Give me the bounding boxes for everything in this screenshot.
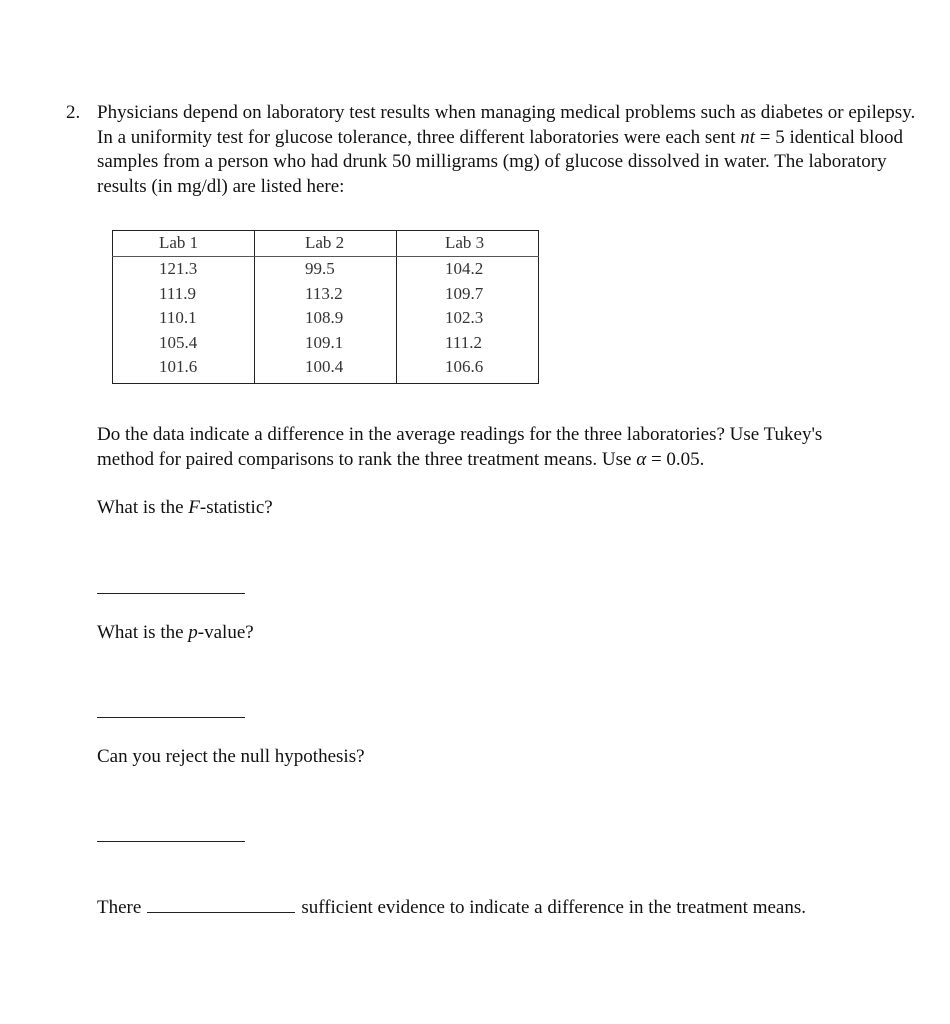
table-cell: 113.2 xyxy=(255,282,397,307)
table-cell: 108.9 xyxy=(255,306,397,331)
instructions-line-2-text: method for paired comparisons to rank the three treatment means. Use xyxy=(97,448,637,470)
question-p-text: What is the xyxy=(97,622,189,643)
table-cell: 121.3 xyxy=(113,257,255,282)
final-statement-suffix: sufficient evidence to indicate a difference in the treatment means. xyxy=(301,897,806,918)
instructions-line-1: Do the data indicate a difference in the average readings for the three laboratories? Use Tukey's xyxy=(97,424,823,445)
question-p-suffix: -value? xyxy=(197,622,254,643)
table-cell: 100.4 xyxy=(255,355,397,383)
instructions xyxy=(97,423,917,472)
table-row xyxy=(113,355,539,383)
question-f-suffix: -statistic? xyxy=(199,497,273,518)
table-header-row xyxy=(113,231,539,257)
question-intro xyxy=(97,101,917,199)
question-p-value xyxy=(97,621,917,646)
table-row xyxy=(113,257,539,282)
table-cell: 111.2 xyxy=(397,331,539,356)
table-row xyxy=(113,306,539,331)
table-cell: 106.6 xyxy=(397,355,539,383)
question-f-text: What is the xyxy=(97,497,189,518)
table-cell: 111.9 xyxy=(113,282,255,307)
table-row xyxy=(113,282,539,307)
intro-text-part1: Physicians depend on laboratory test results when managing medical problems such as diabetes or epilepsy. In a uniformity test for glucose tolerance, three different laboratories were each sent xyxy=(97,102,916,148)
table-cell: 104.2 xyxy=(397,257,539,282)
p-value-answer-blank[interactable] xyxy=(97,717,245,718)
f-statistic-answer-blank[interactable] xyxy=(97,593,245,594)
question-reject-null: Can you reject the null hypothesis? xyxy=(97,746,365,767)
lab-results-table xyxy=(112,230,539,384)
header-lab-2: Lab 2 xyxy=(255,231,397,257)
f-variable: F xyxy=(188,497,200,518)
final-statement xyxy=(97,895,806,920)
table-row xyxy=(113,331,539,356)
alpha-symbol: α xyxy=(636,448,647,470)
table-cell: 109.7 xyxy=(397,282,539,307)
table-cell: 109.1 xyxy=(255,331,397,356)
reject-null-answer-blank[interactable] xyxy=(97,841,245,842)
table-cell: 101.6 xyxy=(113,355,255,383)
instructions-line-2 xyxy=(97,448,917,473)
p-variable: p xyxy=(188,622,198,643)
header-lab-3: Lab 3 xyxy=(397,231,539,257)
header-lab-1: Lab 1 xyxy=(113,231,255,257)
question-number: 2. xyxy=(66,102,81,123)
table-cell: 105.4 xyxy=(113,331,255,356)
intro-text-part2: = 5 identical blood samples from a person who had drunk 50 milligrams (mg) of glucose dissolved in water. The laboratory results (in mg/dl) are listed here: xyxy=(97,126,903,197)
table-cell: 110.1 xyxy=(113,306,255,331)
question-f-statistic xyxy=(97,496,917,521)
final-statement-prefix: There xyxy=(97,897,142,918)
evidence-answer-blank[interactable] xyxy=(147,895,295,913)
intro-variable-nt: nt xyxy=(740,126,756,148)
table-cell: 99.5 xyxy=(255,257,397,282)
alpha-value: = 0.05. xyxy=(646,448,705,470)
table-cell: 102.3 xyxy=(397,306,539,331)
